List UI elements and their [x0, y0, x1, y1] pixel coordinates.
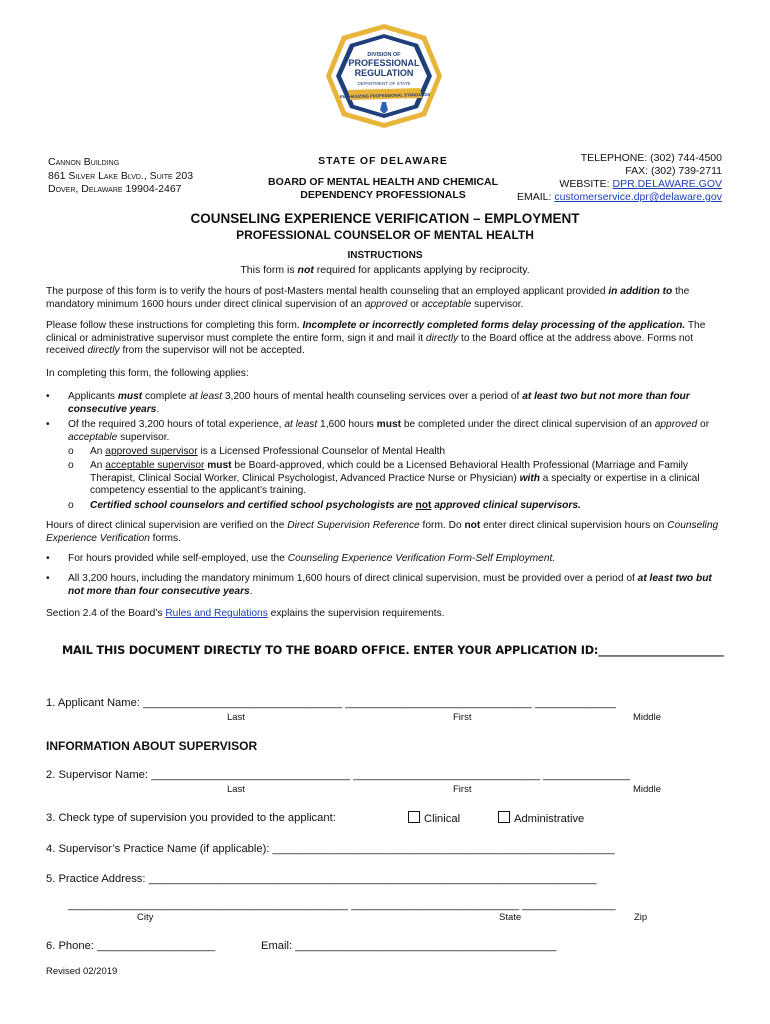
emphasis: approved	[654, 419, 698, 430]
administrative-label: Administrative	[514, 813, 585, 825]
emphasis: Counseling Experience Verification	[46, 520, 719, 544]
text: be completed under the direct clinical supervision of an	[401, 419, 655, 430]
emphasis: not	[297, 264, 314, 276]
bullet-text	[68, 553, 722, 566]
state-label: State	[499, 912, 522, 923]
applies-intro: In completing this form, the following applies:	[46, 368, 249, 379]
text: The purpose of this form is to verify the hours of post-Masters mental health counseling that an employed applicant provided	[46, 286, 609, 297]
practice-address-line-2[interactable]: _____________________________________________ ___________________________ _______________	[68, 899, 616, 911]
address-line-3: Dover, Delaware 19904-2467	[48, 183, 182, 195]
text: from the supervisor will not be accepted.	[119, 345, 305, 357]
address-line-2: 861 Silver Lake Blvd., Suite 203	[48, 169, 194, 182]
text: Hours of direct clinical supervision are verified on the	[46, 520, 288, 531]
division-of-professional-regulation-seal	[322, 22, 446, 130]
supervision-hours-paragraph	[46, 520, 722, 545]
purpose-paragraph	[46, 286, 722, 311]
clinical-label: Clinical	[424, 813, 461, 825]
text: The clinical or administrative supervisor must complete the entire form, sign it and mail it	[46, 320, 706, 344]
emphasis: acceptable	[68, 431, 118, 443]
text: An	[90, 446, 106, 457]
board-name-line-1: BOARD OF MENTAL HEALTH AND CHEMICAL	[267, 176, 498, 188]
emphasis: must	[117, 391, 143, 402]
emphasis: Incomplete or incorrectly completed forms delay processing of the application.	[302, 320, 686, 331]
bullet-text	[68, 391, 722, 416]
emphasis: must	[204, 460, 232, 471]
text: or	[407, 298, 423, 310]
completion-paragraph	[46, 320, 722, 358]
bullet-icon: •	[46, 553, 50, 564]
board-name-line-2: DEPENDENCY PROFESSIONALS	[300, 189, 466, 201]
text: An	[90, 460, 106, 471]
address-line-1: Cannon Building	[48, 156, 120, 168]
practice-name-field[interactable]: 4. Supervisor’s Practice Name (if applicable): _______________________________________________________	[46, 843, 615, 855]
text: be Board-approved, which could be a Licensed Behavioral Health Professional (Marriage and Family Therapist, Clinical Social Worker, Clinical Psychologist, Advanced Practice Nurse or Physician)	[90, 460, 689, 484]
emphasis: Direct Supervision Reference	[287, 520, 420, 531]
seal-line1: DIVISION OF	[367, 52, 401, 58]
contact-info	[517, 152, 722, 204]
email-field[interactable]: Email: __________________________________________	[261, 940, 557, 952]
office-address	[48, 156, 193, 197]
circle-bullet-icon: o	[68, 500, 74, 511]
emphasis: with	[519, 472, 540, 484]
bullet-icon: •	[46, 419, 50, 430]
emphasis: at least two but not more than four consecutive years	[68, 391, 690, 415]
clinical-checkbox[interactable]	[408, 811, 460, 825]
emphasis: at least two but not more than four consecutive years	[68, 573, 712, 597]
zip-label: Zip	[634, 912, 648, 923]
sub-item-text	[90, 460, 722, 498]
checkbox-icon	[408, 811, 420, 823]
emphasis: directly	[425, 332, 459, 344]
revision-date: Revised 02/2019	[46, 966, 118, 977]
text: to the Board office at the address above. Forms not received	[46, 332, 694, 357]
text: complete	[142, 391, 190, 402]
text: required for applicants applying by reciprocity.	[313, 264, 530, 276]
first-label: First	[453, 784, 472, 795]
mail-instruction: MAIL THIS DOCUMENT DIRECTLY TO THE BOARD OFFICE. ENTER YOUR APPLICATION ID:_______________________	[62, 644, 724, 657]
text: supervisor.	[471, 298, 524, 310]
text: is a Licensed Professional Counselor of Mental Health	[197, 446, 446, 457]
supervisor-section-heading: INFORMATION ABOUT SUPERVISOR	[46, 739, 258, 753]
text: supervisor.	[117, 431, 170, 443]
text: a specialty or expertise in a clinical competency essential to the applicant’s training.	[90, 472, 700, 497]
email-row	[517, 191, 722, 204]
last-label: Last	[227, 784, 245, 795]
first-label: First	[453, 712, 472, 723]
seal-ribbon: EMPHASIZING PROFESSIONAL STANDARDS	[339, 91, 431, 100]
form-subtitle: PROFESSIONAL COUNSELOR OF MENTAL HEALTH	[236, 228, 534, 242]
practice-address-field[interactable]: 5. Practice Address: ________________________________________________________________________	[46, 873, 597, 885]
seal-line4: DEPARTMENT OF STATE	[357, 81, 411, 86]
text: Of the required 3,200 hours of total experience,	[68, 419, 285, 430]
text: For hours provided while self-employed, use the	[68, 553, 288, 564]
supervision-type-question: 3. Check type of supervision you provided to the applicant:	[46, 812, 336, 824]
text: Applicants	[68, 391, 118, 402]
text: form. Do	[419, 520, 465, 531]
text: Section 2.4 of the Board’s	[46, 608, 166, 619]
reciprocity-note	[0, 264, 770, 276]
form-title: COUNSELING EXPERIENCE VERIFICATION – EMPLOYMENT	[190, 211, 580, 226]
bullet-icon: •	[46, 391, 50, 402]
seal-line2: PROFESSIONAL	[348, 58, 420, 68]
text: enter direct clinical supervision hours on	[480, 520, 668, 531]
emphasis: acceptable supervisor	[105, 460, 205, 471]
last-label: Last	[227, 712, 245, 723]
fax: FAX: (302) 739-2711	[625, 165, 722, 177]
emphasis: approved	[364, 298, 408, 310]
telephone: TELEPHONE: (302) 744-4500	[580, 152, 722, 164]
middle-label: Middle	[633, 712, 661, 723]
email-label: EMAIL:	[516, 191, 555, 203]
supervisor-name-field[interactable]: 2. Supervisor Name: ________________________________ ______________________________ ______________	[46, 769, 631, 781]
city-label: City	[137, 912, 154, 923]
text: or	[697, 419, 710, 430]
rules-and-regulations-link[interactable]: Rules and Regulations	[165, 608, 268, 619]
text: 1,600 hours	[317, 419, 377, 430]
seal-line3: REGULATION	[354, 68, 414, 78]
sub-item-text	[90, 446, 722, 459]
website-link[interactable]: DPR.DELAWARE.GOV	[612, 178, 722, 190]
sub-item-text	[90, 500, 722, 513]
text: .	[249, 585, 253, 597]
instructions-heading: INSTRUCTIONS	[347, 250, 423, 261]
website-row	[517, 178, 722, 191]
text: This form is	[240, 264, 298, 276]
administrative-checkbox[interactable]	[498, 811, 584, 825]
emphasis: Counseling Experience Verification Form-Self Employment.	[287, 553, 556, 564]
applicant-name-field[interactable]: 1. Applicant Name: ________________________________ ______________________________ _____________	[46, 697, 616, 709]
text: forms.	[149, 532, 181, 544]
bullet-text	[68, 419, 722, 444]
emphasis: must	[376, 419, 402, 430]
rules-paragraph	[46, 608, 722, 621]
bullet-icon: •	[46, 573, 50, 584]
phone-field[interactable]: 6. Phone: ___________________	[46, 940, 216, 952]
bullet-text	[68, 573, 722, 598]
middle-label: Middle	[633, 784, 661, 795]
circle-bullet-icon: o	[68, 446, 74, 457]
emphasis: at least	[284, 419, 318, 430]
text: Certified school counselors and certified school psychologists are	[90, 500, 416, 511]
emphasis: not	[415, 500, 432, 511]
text: approved clinical supervisors.	[431, 500, 581, 511]
checkbox-icon	[498, 811, 510, 823]
text: Please follow these instructions for completing this form.	[46, 320, 303, 331]
text: explains the supervision requirements.	[267, 608, 445, 619]
state-heading: STATE OF DELAWARE	[318, 155, 448, 167]
website-label: WEBSITE:	[559, 178, 613, 190]
text: 3,200 hours of mental health counseling services over a period of	[222, 391, 523, 402]
emphasis: in addition to	[608, 286, 673, 297]
emphasis: not	[464, 520, 481, 531]
emphasis: approved supervisor	[105, 446, 198, 457]
emphasis: acceptable	[422, 298, 472, 310]
email-link[interactable]: customerservice.dpr@delaware.gov	[554, 191, 722, 203]
text: .	[156, 403, 160, 415]
text: the mandatory minimum 1600 hours under direct clinical supervision of an	[46, 286, 690, 310]
emphasis: at least	[189, 391, 223, 402]
circle-bullet-icon: o	[68, 460, 74, 471]
emphasis: directly	[87, 345, 120, 357]
text: All 3,200 hours, including the mandatory minimum 1,600 hours of direct clinical supervision, must be provided over a period of	[68, 573, 638, 584]
